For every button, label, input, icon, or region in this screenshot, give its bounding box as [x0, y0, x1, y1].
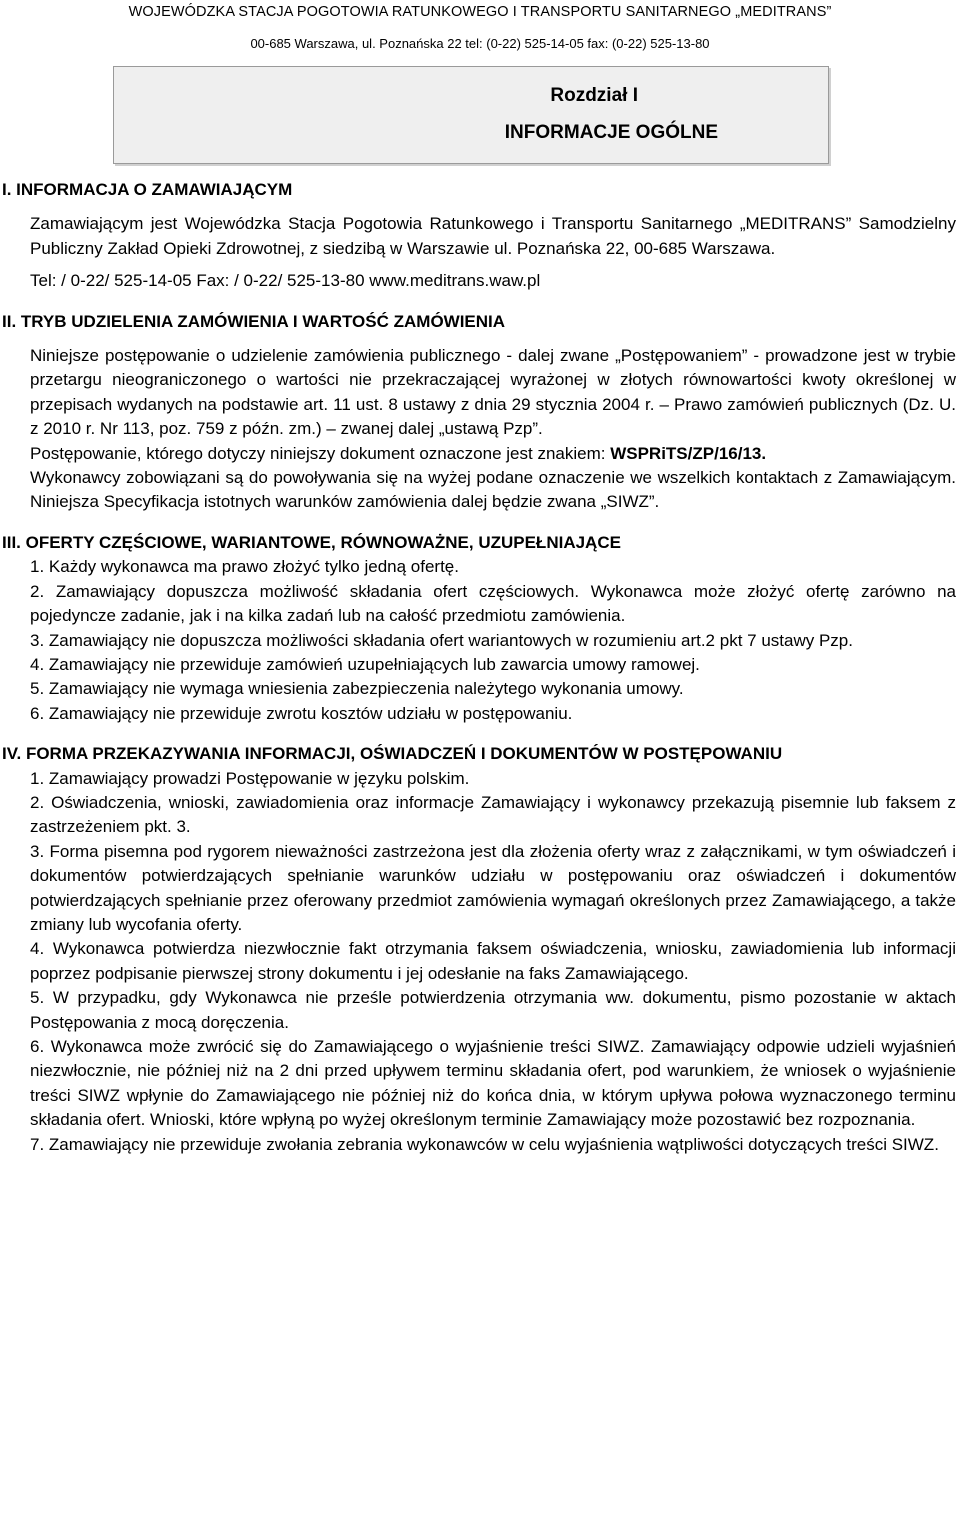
section3-item-1: 1. Każdy wykonawca ma prawo złożyć tylko jedną ofertę. [30, 557, 459, 577]
header-address-contact: 00-685 Warszawa, ul. Poznańska 22 tel: (0-22) 525-14-05 fax: (0-22) 525-13-80 [250, 36, 710, 51]
section1-paragraph-1: Zamawiającym jest Wojewódzka Stacja Pogotowia Ratunkowego i Transportu Sanitarnego „MEDITRANS” Samodzielny Publiczny Zakład Opieki Zdrowotnej, z siedzibą w Warszawie ul. Poznańska 22, 00-685 Warszawa. [30, 214, 956, 258]
section3-item-2: 2. Zamawiający dopuszcza możliwość składania ofert częściowych. Wykonawca może złożyć ofertę zarówno na pojedyncze zadanie, jak i na kilka zadań lub na całość przedmiotu zamówienia. [30, 581, 956, 626]
chapter-box [113, 66, 829, 164]
section-heading-3: III. OFERTY CZĘŚCIOWE, WARIANTOWE, RÓWNOWAŻNE, UZUPEŁNIAJĄCE [2, 532, 621, 552]
section4-item-1: 1. Zamawiający prowadzi Postępowanie w języku polskim. [30, 768, 470, 788]
chapter-title: Rozdział I [550, 85, 638, 106]
section1-paragraph-2: Tel: / 0-22/ 525-14-05 Fax: / 0-22/ 525-13-80 www.meditrans.waw.pl [30, 271, 541, 291]
section3-item-4: 4. Zamawiający nie przewiduje zamówień uzupełniających lub zawarcia umowy ramowej. [30, 654, 700, 674]
section2-paragraph-3: Wykonawcy zobowiązani są do powoływania się na wyżej podane oznaczenie we wszelkich kontaktach z Zamawiającym. Niniejsza Specyfikacja istotnych warunków zamówienia dalej będzie zwana „SIWZ”. [30, 468, 956, 512]
section4-item-5: 5. W przypadku, gdy Wykonawca nie prześle potwierdzenia otrzymania ww. dokumentu, pismo pozostanie w aktach Postępowania z mocą doręczenia. [30, 988, 956, 1032]
document-body [2, 178, 956, 1157]
section4-item-2: 2. Oświadczenia, wnioski, zawiadomienia oraz informacje Zamawiający i wykonawcy przekazują pisemnie lub faksem z zastrzeżeniem pkt. 3. [30, 792, 956, 837]
section4-item-4: 4. Wykonawca potwierdza niezwłocznie fakt otrzymania faksem oświadczenia, wniosku, zawiadomienia lub informacji poprzez podpisanie pierwszej strony dokumentu i jej odesłanie na faks Zamawiającego. [30, 939, 956, 983]
section-heading-2: II. TRYB UDZIELENIA ZAMÓWIENIA I WARTOŚĆ ZAMÓWIENIA [2, 311, 506, 331]
header-institution-name: WOJEWÓDZKA STACJA POGOTOWIA RATUNKOWEGO I TRANSPORTU SANITARNEGO „MEDITRANS” [128, 4, 832, 20]
section3-item-5: 5. Zamawiający nie wymaga wniesienia zabezpieczenia należytego wykonania umowy. [30, 679, 684, 699]
chapter-subtitle: INFORMACJE OGÓLNE [504, 122, 718, 143]
section-heading-1: I. INFORMACJA O ZAMAWIAJĄCYM [2, 180, 293, 199]
section3-item-6: 6. Zamawiający nie przewiduje zwrotu kosztów udziału w postępowaniu. [30, 703, 573, 723]
section2-paragraph-2 [30, 442, 956, 466]
section3-item-3: 3. Zamawiający nie dopuszcza możliwości składania ofert wariantowych w rozumieniu art.2 pkt 7 ustawy Pzp. [30, 630, 853, 650]
case-reference-code: WSPRiTS/ZP/16/13. [610, 443, 767, 463]
section2-paragraph-2-text: Postępowanie, którego dotyczy niniejszy dokument oznaczone jest znakiem: [30, 443, 611, 463]
section4-item-3: 3. Forma pisemna pod rygorem nieważności zastrzeżona jest dla złożenia oferty wraz z załącznikami, w tym oświadczeń i dokumentów potwierdzających spełnianie warunków udziału w postępowaniu oraz oświadczeń i dokumentów potwierdzających spełnianie przez oferowany przedmiot zamówienia wymagań określonych przez Zamawiającego, a także zmiany lub wycofania oferty. [30, 841, 956, 934]
section4-item-7: 7. Zamawiający nie przewiduje zwołania zebrania wykonawców w celu wyjaśnienia wątpliwości dotyczących treści SIWZ. [30, 1134, 939, 1154]
section4-item-6: 6. Wykonawca może zwrócić się do Zamawiającego o wyjaśnienie treści SIWZ. Zamawiający odpowie udzieli wyjaśnień niezwłocznie, nie później niż na 2 dni przed upływem terminu składania ofert, pod warunkiem, że wniosek o wyjaśnienie treści SIWZ wpłynie do Zamawiającego nie później niż do końca dnia, w którym upływa połowa wyznaczonego terminu składania ofert. Wnioski, które wpłyną po wyżej określonym terminie Zamawiający może pozostawić bez rozpoznania. [30, 1037, 956, 1130]
section-heading-4: IV. FORMA PRZEKAZYWANIA INFORMACJI, OŚWIADCZEŃ I DOKUMENTÓW W POSTĘPOWANIU [2, 744, 783, 764]
section2-paragraph-1: Niniejsze postępowanie o udzielenie zamówienia publicznego - dalej zwane „Postępowaniem” - prowadzone jest w trybie przetargu nieograniczonego o wartości nie przekraczającej wyrażonej w złotych równowartości kwoty określonej w przepisach wydanych na podstawie art. 11 ust. 8 ustawy z dnia 29 stycznia 2004 r. – Prawo zamówień publicznych (Dz. U. z 2010 r. Nr 113, poz. 759 z późn. zm.) – zwanej dalej „ustawą Pzp”. [30, 346, 956, 439]
